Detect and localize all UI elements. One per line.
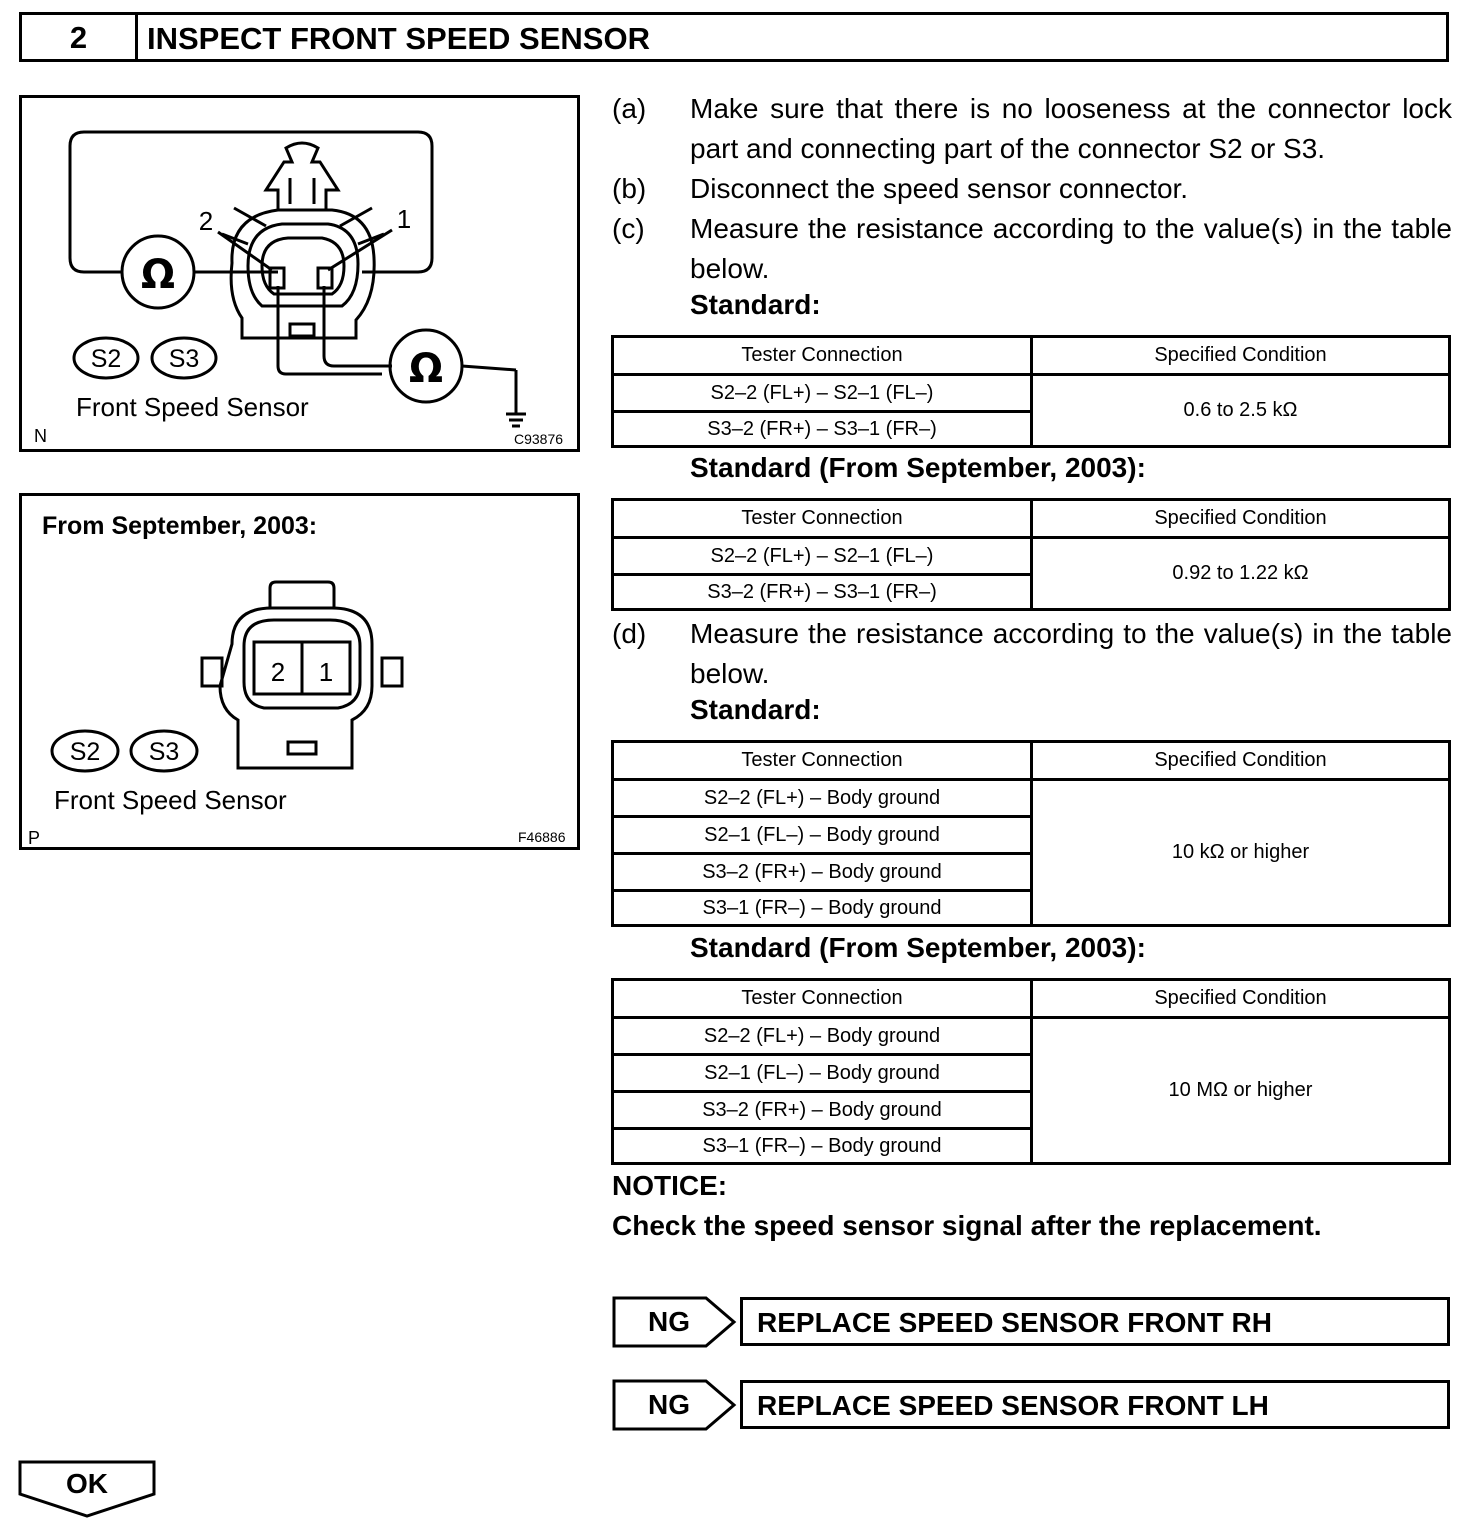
condition-cell: 0.6 to 2.5 kΩ xyxy=(1032,375,1450,447)
tester-connection-cell: S2–1 (FL–) – Body ground xyxy=(613,1055,1032,1092)
step-letter: (b) xyxy=(612,173,647,204)
tester-connection-cell: S2–2 (FL+) – Body ground xyxy=(613,780,1032,817)
figure-corner-letter: P xyxy=(28,828,41,848)
col-header-condition: Specified Condition xyxy=(1032,337,1450,375)
sensor-circuit-svg xyxy=(22,98,583,455)
figure-sensor-diagram xyxy=(19,95,580,452)
step-text: Disconnect the speed sensor connector. xyxy=(690,173,1189,204)
tester-connection-cell: S3–2 (FR+) – S3–1 (FR–) xyxy=(613,575,1032,610)
tester-connection-cell: S2–2 (FL+) – Body ground xyxy=(613,1018,1032,1055)
spec-table-4 xyxy=(611,978,1451,1165)
connector-front-svg xyxy=(22,496,583,853)
table-row xyxy=(613,538,1450,575)
spec-table-3 xyxy=(611,740,1451,927)
step-number: 2 xyxy=(22,15,138,59)
tester-connection-cell: S3–2 (FR+) – S3–1 (FR–) xyxy=(613,412,1032,447)
ng-action-lh: REPLACE SPEED SENSOR FRONT LH xyxy=(740,1380,1450,1429)
step-title: INSPECT FRONT SPEED SENSOR xyxy=(147,21,650,56)
connector-pin-2: 2 xyxy=(270,657,286,687)
figure-corner-letter: N xyxy=(34,426,47,446)
spec-table-1 xyxy=(611,335,1451,448)
ng-action-rh: REPLACE SPEED SENSOR FRONT RH xyxy=(740,1297,1450,1346)
notice-text: Check the speed sensor signal after the replacement. xyxy=(612,1210,1322,1241)
table-row xyxy=(613,1018,1450,1055)
spec-table-2 xyxy=(611,498,1451,611)
ohm-symbol-left: Ω xyxy=(140,252,176,298)
condition-cell: 0.92 to 1.22 kΩ xyxy=(1032,538,1450,610)
col-header-tester: Tester Connection xyxy=(613,980,1032,1018)
col-header-tester: Tester Connection xyxy=(613,337,1032,375)
col-header-tester: Tester Connection xyxy=(613,500,1032,538)
figure-caption: Front Speed Sensor xyxy=(76,392,309,422)
col-header-condition: Specified Condition xyxy=(1032,500,1450,538)
step-text: Measure the resistance according to the value(s) in the table below. xyxy=(690,213,1452,284)
standard-sep-label: Standard (From September, 2003): xyxy=(690,452,1146,483)
ok-tag: OK xyxy=(66,1468,108,1499)
pin-label-2: 2 xyxy=(198,206,214,236)
ng-tag-rh: NG xyxy=(648,1306,690,1337)
ohm-symbol-right: Ω xyxy=(408,346,444,392)
standard-label: Standard: xyxy=(690,694,821,725)
tester-connection-cell: S3–2 (FR+) – Body ground xyxy=(613,1092,1032,1129)
badge-s3: S3 xyxy=(148,738,180,766)
standard-label: Standard: xyxy=(690,289,821,320)
badge-s2: S2 xyxy=(69,738,101,766)
connector-pin-1: 1 xyxy=(318,657,334,687)
tester-connection-cell: S2–2 (FL+) – S2–1 (FL–) xyxy=(613,375,1032,412)
step-letter: (d) xyxy=(612,618,647,649)
step-letter: (c) xyxy=(612,213,645,244)
figure-code: C93876 xyxy=(514,431,564,447)
figure-caption: Front Speed Sensor xyxy=(54,785,287,815)
table-row xyxy=(613,375,1450,412)
tester-connection-cell: S3–1 (FR–) – Body ground xyxy=(613,891,1032,926)
tester-connection-cell: S2–1 (FL–) – Body ground xyxy=(613,817,1032,854)
notice-title: NOTICE: xyxy=(612,1170,728,1201)
figure-code: F46886 xyxy=(518,829,566,845)
condition-cell: 10 MΩ or higher xyxy=(1032,1018,1450,1164)
condition-cell: 10 kΩ or higher xyxy=(1032,780,1450,926)
badge-s2: S2 xyxy=(90,345,122,373)
figure-heading: From September, 2003: xyxy=(42,512,318,540)
col-header-condition: Specified Condition xyxy=(1032,980,1450,1018)
col-header-tester: Tester Connection xyxy=(613,742,1032,780)
step-letter: (a) xyxy=(612,93,647,124)
table-row xyxy=(613,780,1450,817)
ng-tag-lh: NG xyxy=(648,1389,690,1420)
col-header-condition: Specified Condition xyxy=(1032,742,1450,780)
tester-connection-cell: S3–1 (FR–) – Body ground xyxy=(613,1129,1032,1164)
tester-connection-cell: S3–2 (FR+) – Body ground xyxy=(613,854,1032,891)
step-text: Measure the resistance according to the value(s) in the table below. xyxy=(690,618,1452,689)
standard-sep-label: Standard (From September, 2003): xyxy=(690,932,1146,963)
step-header xyxy=(19,12,1449,62)
badge-s3: S3 xyxy=(168,345,200,373)
tester-connection-cell: S2–2 (FL+) – S2–1 (FL–) xyxy=(613,538,1032,575)
figure-connector-2003 xyxy=(19,493,580,850)
step-text: Make sure that there is no looseness at the connector lock part and connecting part of the connector S2 or S3. xyxy=(690,93,1452,164)
pin-label-1: 1 xyxy=(396,204,412,234)
